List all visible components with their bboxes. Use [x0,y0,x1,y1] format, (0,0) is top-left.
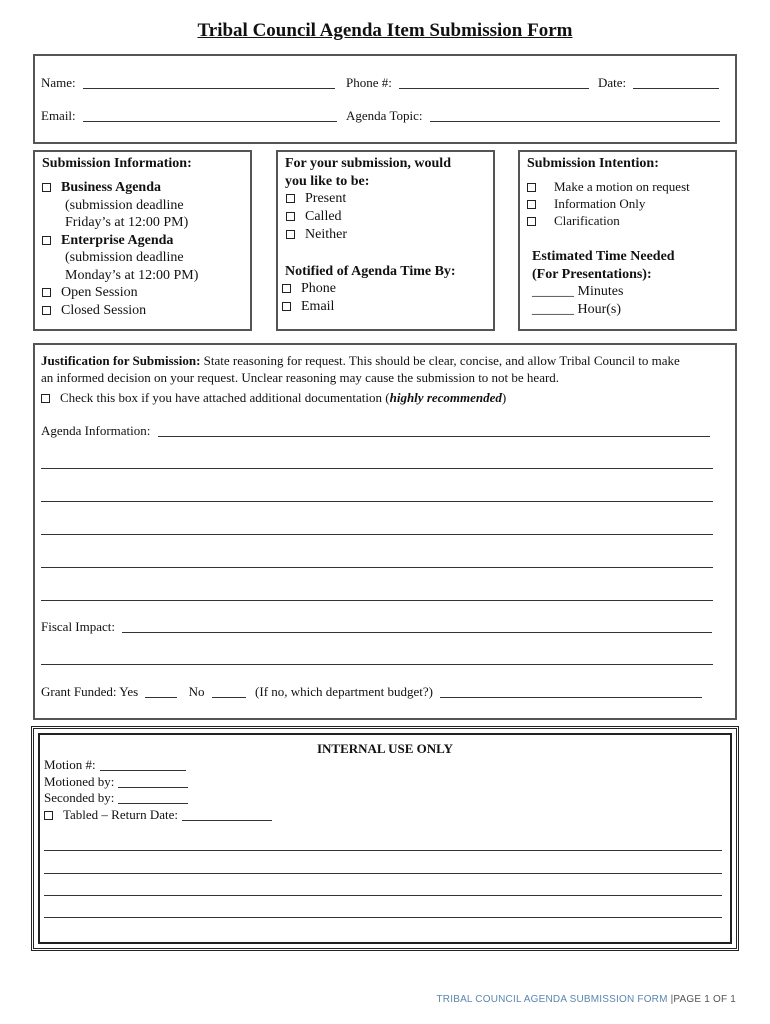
clarification-option [527,212,690,229]
department-budget-label: (If no, which department budget?) [255,684,434,699]
seconded-by-field[interactable] [118,791,188,804]
agenda-info-line[interactable] [41,468,713,469]
justification-label: Justification for Submission: [41,353,201,368]
attach-docs-close: ) [501,390,507,405]
submission-style-heading [285,155,451,191]
open-session-option [42,284,198,302]
business-agenda-checkbox[interactable] [42,183,51,192]
minutes-field[interactable]: ______ Minutes [532,284,624,299]
enterprise-agenda-checkbox[interactable] [42,236,51,245]
internal-notes-line[interactable] [44,917,722,918]
date-row [598,75,719,91]
enterprise-agenda-option [42,232,198,250]
email-notify-checkbox[interactable] [282,302,291,311]
info-only-option [527,195,690,212]
form-title: Tribal Council Agenda Item Submission Form [197,20,573,41]
business-agenda-label: Business Agenda [61,180,161,195]
internal-notes-line[interactable] [44,850,722,851]
submission-style-heading-2: you like to be: [285,174,370,189]
attach-docs-row [41,390,506,406]
department-budget-field[interactable] [440,685,702,698]
neither-checkbox[interactable] [286,230,295,239]
fiscal-impact-row [41,619,712,635]
present-option [286,190,347,208]
motioned-by-row [44,774,272,791]
tabled-row [44,807,272,824]
phone-notify-checkbox[interactable] [282,284,291,293]
fiscal-impact-label: Fiscal Impact: [41,619,116,634]
agenda-info-line[interactable] [41,534,713,535]
phone-notify-option [282,280,336,298]
agenda-info-line[interactable] [41,567,713,568]
neither-label: Neither [305,227,347,242]
motion-number-label: Motion #: [44,757,96,772]
clarification-label: Clarification [554,213,620,228]
notified-heading: Notified of Agenda Time By: [285,264,456,279]
email-notify-label: Email [301,299,335,314]
agenda-info-field[interactable] [158,424,710,437]
neither-option [286,226,347,244]
name-row [41,75,335,91]
presentation-options [286,190,347,244]
email-notify-option [282,298,336,316]
present-checkbox[interactable] [286,194,295,203]
closed-session-checkbox[interactable] [42,306,51,315]
motion-option [527,178,690,195]
seconded-by-row [44,790,272,807]
business-agenda-option [42,179,198,197]
enterprise-note-1: (submission deadline [65,250,184,265]
motion-label: Make a motion on request [554,179,690,194]
justification-text [41,352,680,386]
grant-no-field[interactable] [212,685,246,698]
phone-row [346,75,589,91]
estimated-time-heading-1: Estimated Time Needed [532,249,675,264]
topic-field[interactable] [430,109,720,122]
fiscal-impact-field[interactable] [122,620,712,633]
topic-label: Agenda Topic: [346,108,423,123]
called-checkbox[interactable] [286,212,295,221]
submission-info-options [42,179,198,319]
enterprise-note-2: Monday’s at 12:00 PM) [65,267,199,283]
clarification-checkbox[interactable] [527,217,536,226]
notify-options [282,280,336,316]
grant-yes-label: Grant Funded: Yes [41,684,139,699]
tabled-checkbox[interactable] [44,811,53,820]
footer-title: TRIBAL COUNCIL AGENDA SUBMISSION FORM [436,994,668,1005]
phone-notify-label: Phone [301,281,336,296]
grant-yes-field[interactable] [145,685,177,698]
name-label: Name: [41,75,76,90]
date-label: Date: [598,75,627,90]
intention-heading: Submission Intention: [527,156,659,171]
grant-no-label: No [188,684,205,699]
estimated-time-fields [532,283,623,319]
seconded-by-label: Seconded by: [44,790,115,805]
agenda-info-row [41,423,710,439]
motion-number-field[interactable] [100,758,186,771]
hours-field[interactable]: ______ Hour(s) [532,302,622,317]
email-row [41,108,337,124]
tabled-date-field[interactable] [182,808,272,821]
motion-number-row [44,757,272,774]
closed-session-label: Closed Session [61,302,147,318]
email-label: Email: [41,108,76,123]
tabled-label: Tabled – Return Date: [63,806,178,822]
contact-section [33,54,737,144]
agenda-info-line[interactable] [41,600,713,601]
justification-text-1: State reasoning for request. This should be clear, concise, and allow Tribal Council to make [200,353,680,368]
closed-session-option [42,302,198,320]
info-only-checkbox[interactable] [527,200,536,209]
submission-info-heading: Submission Information: [42,156,192,171]
attach-docs-checkbox[interactable] [41,394,50,403]
estimated-time-heading-2: (For Presentations): [532,267,652,282]
business-note-1: (submission deadline [65,197,184,213]
estimated-time-heading [532,248,675,284]
phone-label: Phone #: [346,75,392,90]
internal-notes-line[interactable] [44,895,722,896]
attach-docs-text: Check this box if you have attached additional documentation ( [60,390,390,405]
enterprise-agenda-label: Enterprise Agenda [61,232,174,248]
internal-notes-line[interactable] [44,873,722,874]
agenda-info-label: Agenda Information: [41,423,151,438]
business-note-2: Friday’s at 12:00 PM) [65,215,189,230]
name-field[interactable] [83,76,335,89]
phone-field[interactable] [399,76,589,89]
open-session-checkbox[interactable] [42,288,51,297]
fiscal-impact-line[interactable] [41,664,713,665]
intention-options [527,178,690,229]
page-footer [436,994,736,1005]
motion-checkbox[interactable] [527,183,536,192]
info-only-label: Information Only [554,196,646,211]
present-label: Present [305,191,347,206]
topic-row [346,108,720,124]
attach-docs-emphasis: highly recommended [389,390,502,405]
internal-use-heading: INTERNAL USE ONLY [316,741,454,756]
internal-use-fields [44,757,272,823]
motioned-by-label: Motioned by: [44,773,115,789]
email-field[interactable] [83,109,337,122]
submission-style-heading-1: For your submission, would [285,156,451,171]
date-field[interactable] [633,76,719,89]
footer-page-number: |PAGE 1 OF 1 [667,994,736,1005]
open-session-label: Open Session [61,285,138,300]
grant-funded-row [41,684,702,700]
called-option [286,208,347,226]
justification-text-2: an informed decision on your request. Unclear reasoning may cause the submission to not be heard. [41,370,560,385]
agenda-info-line[interactable] [41,501,713,502]
called-label: Called [305,209,342,224]
motioned-by-field[interactable] [118,775,188,788]
